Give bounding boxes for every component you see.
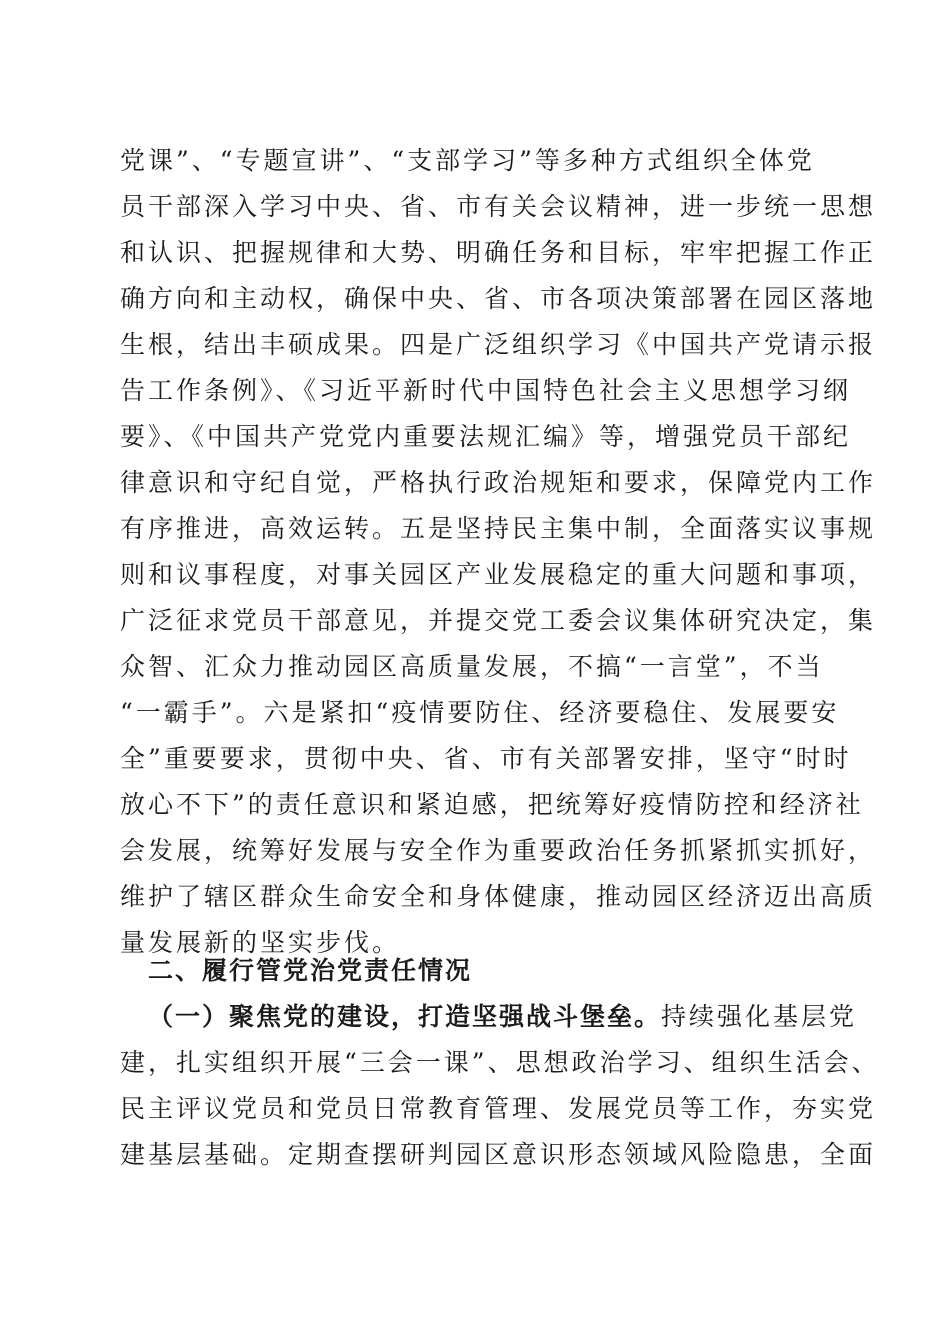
text-line: 员干部深入学习中央、省、市有关会议精神，进一步统一思想 [120,192,877,221]
text-line: 确方向和主动权，确保中央、省、市各项决策部署在园区落地 [120,284,877,313]
text-line: 会发展，统筹好发展与安全作为重要政治任务抓紧抓实抓好， [120,836,877,865]
text-line: 全”重要要求，贯彻中央、省、市有关部署安排，坚守“时时 [120,744,852,773]
text-line: 众智、汇众力推动园区高质量发展，不搞“一言堂”，不当 [120,652,824,681]
text-line: 和认识、把握规律和大势、明确任务和目标，牢牢把握工作正 [120,238,877,267]
text-line: 有序推进，高效运转。五是坚持民主集中制，全面落实议事规 [120,514,877,543]
subsection-lead: （一）聚焦党的建设，打造坚强战斗堡垒。 [148,1002,662,1031]
text-line: 告工作条例》、《习近平新时代中国特色社会主义思想学习纲 [120,376,852,405]
text-line: 建，扎实组织开展“三会一课”、思想政治学习、组织生活会、 [120,1048,880,1077]
text-line: 维护了辖区群众生命安全和身体健康，推动园区经济迈出高质 [120,882,877,911]
text-line: 要》、《中国共产党党内重要法规汇编》等，增强党员干部纪 [120,422,852,451]
text-line: “一霸手”。六是紧扣“疫情要防住、经济要稳住、发展要安 [120,698,840,727]
text-line: 量发展新的坚实步伐。 [120,928,401,957]
subsection-rest: 持续强化基层党 [661,1002,858,1031]
text-line: 生根，结出丰硕成果。四是广泛组织学习《中国共产党请示报 [120,330,877,359]
text-line: 广泛征求党员干部意见，并提交党工委会议集体研究决定，集 [120,606,877,635]
subsection-paragraph-start [148,1002,878,1032]
text-line: 党课”、“专题宣讲”、“支部学习”等多种方式组织全体党 [120,146,815,175]
text-line: 放心不下”的责任意识和紧迫感，把统筹好疫情防控和经济社 [120,790,864,819]
section-heading: 二、履行管党治党责任情况 [148,956,473,985]
text-line: 则和议事程度，对事关园区产业发展稳定的重大问题和事项， [120,560,877,589]
text-line: 建基层基础。定期查摆研判园区意识形态领域风险隐患，全面 [120,1140,877,1169]
text-line: 律意识和守纪自觉，严格执行政治规矩和要求，保障党内工作 [120,468,877,497]
text-line: 民主评议党员和党员日常教育管理、发展党员等工作，夯实党 [120,1094,877,1123]
